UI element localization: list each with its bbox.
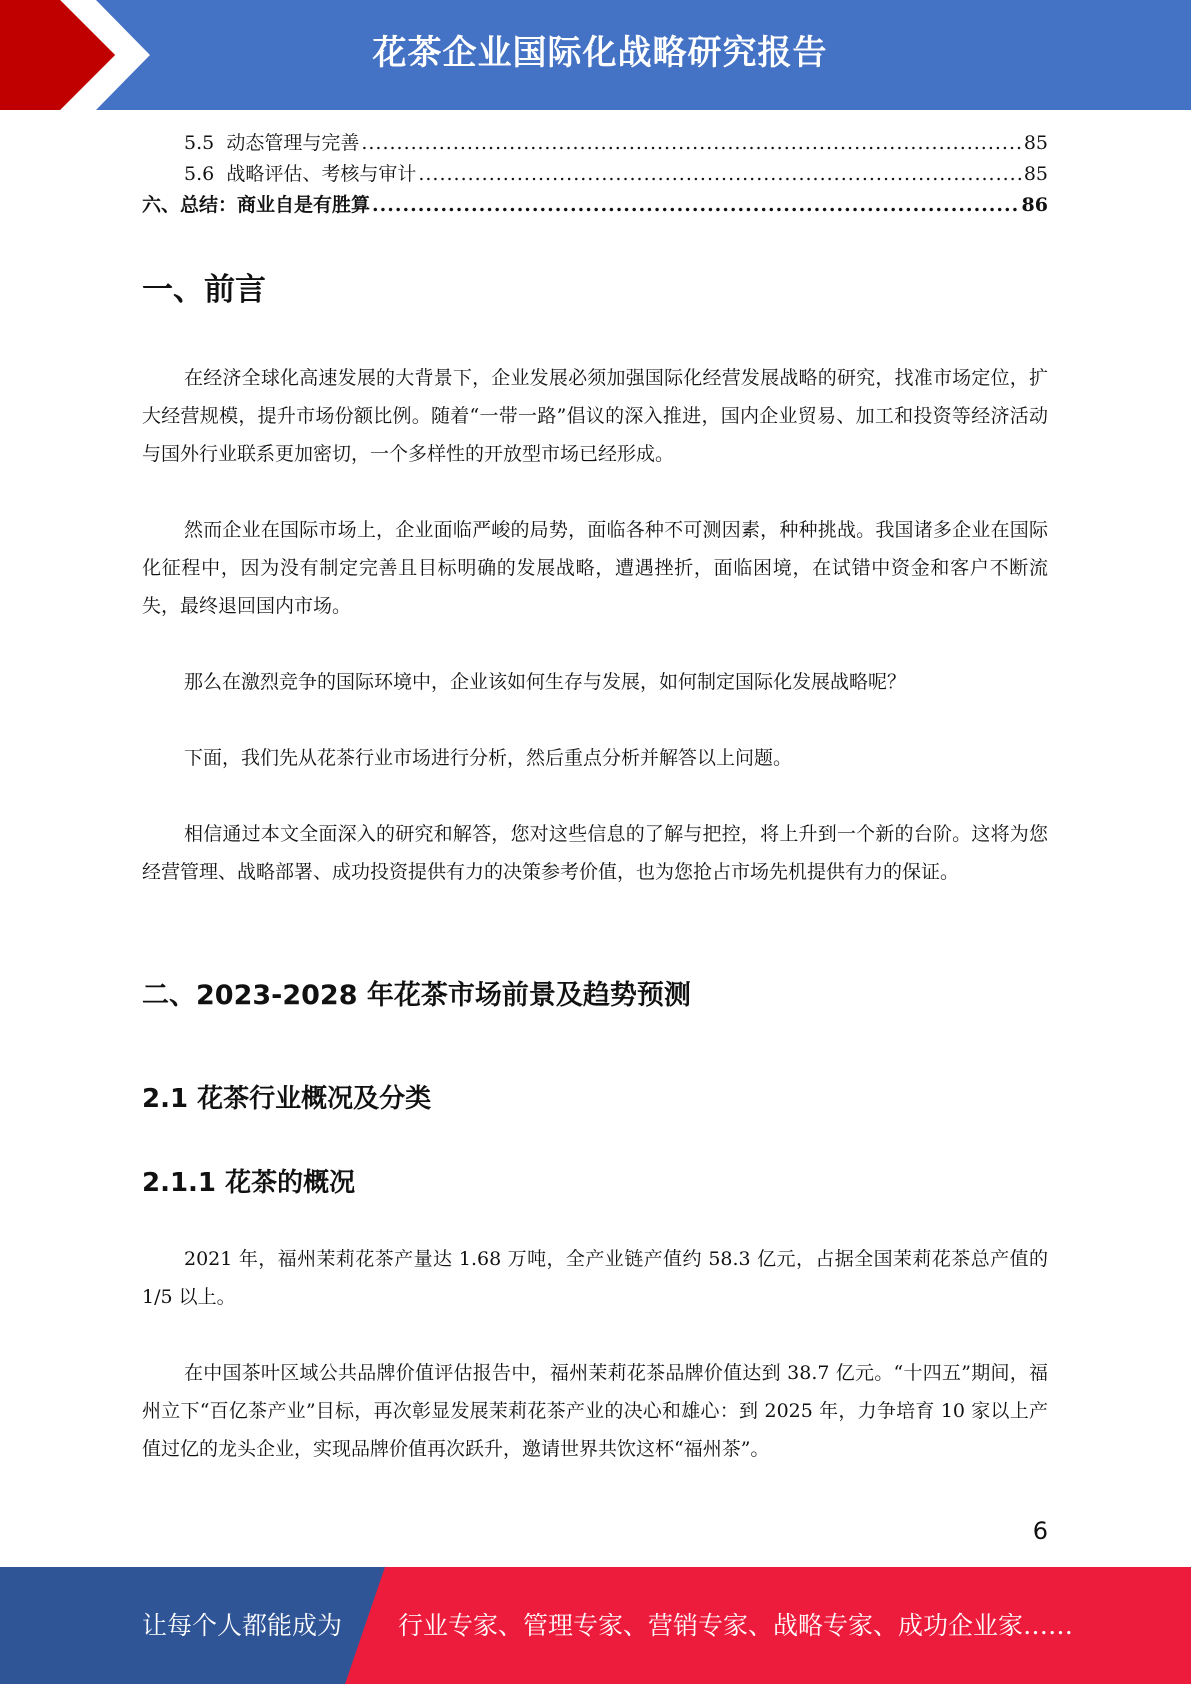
section-heading-preface: 一、前言 xyxy=(142,272,266,308)
table-of-contents xyxy=(142,128,1048,221)
toc-entry-title: 战略评估、考核与审计 xyxy=(226,163,417,185)
section-heading-chapter-2: 二、2023-2028 年花茶市场前景及趋势预测 xyxy=(142,980,691,1011)
paragraph: 2021 年，福州茉莉花茶产量达 1.68 万吨，全产业链产值约 58.3 亿元，占据全国茉莉花茶总产值的 1/5 以上。 xyxy=(142,1248,1048,1308)
toc-leader-dots xyxy=(372,194,1020,216)
page-footer xyxy=(0,1567,1191,1684)
toc-leader-dots xyxy=(418,163,1021,185)
footer-slogan-right: 行业专家、管理专家、营销专家、战略专家、成功企业家…… xyxy=(398,1611,1074,1640)
header-arrow-decoration xyxy=(0,0,150,110)
header-title: 花茶企业国际化战略研究报告 xyxy=(372,33,828,73)
paragraph: 然而企业在国际市场上，企业面临严峻的局势，面临各种不可测因素，种种挑战。我国诸多企业在国际化征程中，因为没有制定完善且目标明确的发展战略，遭遇挫折，面临困境，在试错中资金和客户不断流失，最终退回国内市场。 xyxy=(142,519,1048,617)
toc-entry-title: 六、总结：商业自是有胜算 xyxy=(142,194,371,216)
paragraph: 相信通过本文全面深入的研究和解答，您对这些信息的了解与把控，将上升到一个新的台阶。这将为您经营管理、战略部署、成功投资提供有力的决策参考价值，也为您抢占市场先机提供有力的保证。 xyxy=(142,823,1048,883)
toc-entry-number: 5.6 xyxy=(184,163,215,185)
footer-slogan-left: 让每个人都能成为 xyxy=(142,1611,343,1640)
paragraph: 那么在激烈竞争的国际环境中，企业该如何生存与发展，如何制定国际化发展战略呢？ xyxy=(184,671,907,693)
toc-entry-number: 5.5 xyxy=(184,132,215,154)
toc-entry-page: 85 xyxy=(1023,132,1048,154)
toc-leader-dots xyxy=(361,132,1021,154)
toc-entry-title: 动态管理与完善 xyxy=(226,132,360,154)
paragraph: 下面，我们先从花茶行业市场进行分析，然后重点分析并解答以上问题。 xyxy=(184,747,793,769)
page-number: 6 xyxy=(1032,1517,1048,1545)
toc-entry[interactable] xyxy=(142,159,1048,190)
toc-entry[interactable] xyxy=(142,128,1048,159)
page-header xyxy=(0,0,1191,110)
toc-entry[interactable] xyxy=(142,190,1048,221)
toc-entry-page: 86 xyxy=(1021,194,1048,216)
subsection-heading-2-1: 2.1 花茶行业概况及分类 xyxy=(142,1084,432,1114)
paragraph: 在中国茶叶区域公共品牌价值评估报告中，福州茉莉花茶品牌价值达到 38.7 亿元。“十四五”期间，福州立下“百亿茶产业”目标，再次彰显发展茉莉花茶产业的决心和雄心：到 2025 年，力争培育 10 家以上产值过亿的龙头企业，实现品牌价值再次跃升，邀请世界共饮这杯“福州茶”。 xyxy=(142,1362,1048,1460)
subsection-heading-2-1-1: 2.1.1 花茶的概况 xyxy=(142,1168,356,1198)
paragraph: 在经济全球化高速发展的大背景下，企业发展必须加强国际化经营发展战略的研究，找准市场定位，扩大经营规模，提升市场份额比例。随着“一带一路”倡议的深入推进，国内企业贸易、加工和投资等经济活动与国外行业联系更加密切，一个多样性的开放型市场已经形成。 xyxy=(142,367,1048,465)
toc-entry-page: 85 xyxy=(1023,163,1048,185)
